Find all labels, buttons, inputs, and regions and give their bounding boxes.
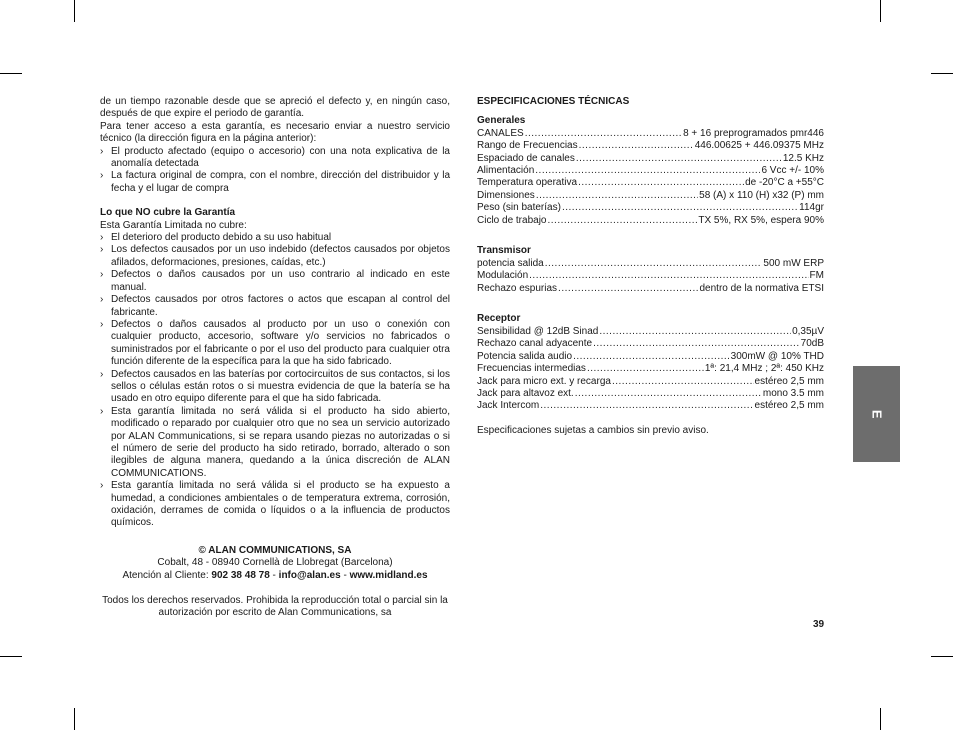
bullet-text: La factura original de compra, con el nombre, dirección del distribuidor y la fecha y el lugar de compra	[111, 170, 450, 194]
bullet-item	[100, 369, 450, 406]
crop-mark	[931, 73, 953, 74]
bullet-mark: ›	[100, 405, 104, 417]
dot-leader	[578, 177, 744, 189]
spec-row	[477, 128, 824, 140]
dot-leader	[536, 190, 698, 202]
spec-value: mono 3.5 mm	[762, 387, 824, 399]
bullet-text: Defectos causados por otros factores o actos que escapan al control del fabricante.	[111, 294, 450, 318]
spec-row	[477, 270, 824, 282]
spec-value: estéreo 2,5 mm	[754, 375, 824, 387]
spec-value: dentro de la normativa ETSI	[699, 282, 824, 294]
spec-groups	[477, 115, 824, 412]
spec-label: Potencia salida audio	[477, 350, 573, 362]
bullet-item	[100, 232, 450, 244]
spec-group-heading: Transmisor	[477, 245, 531, 257]
crop-mark	[0, 656, 22, 657]
spec-label: potencia salida	[477, 257, 544, 269]
group-spacer	[477, 295, 824, 307]
spec-value: 12.5 KHz	[782, 152, 824, 164]
company-footer	[100, 545, 450, 619]
bullet-mark: ›	[100, 244, 104, 256]
warranty-paragraph: de un tiempo razonable desde que se apreció el defecto y, en ningún caso, después de que expire el periodo de garantía.	[100, 96, 450, 120]
dot-leader	[547, 215, 697, 227]
spec-row	[477, 202, 824, 214]
spec-label: Rechazo canal adyacente	[477, 338, 593, 350]
spec-row	[477, 177, 824, 189]
exclusions-heading: Lo que NO cubre la Garantía	[100, 207, 236, 219]
bullet-mark: ›	[100, 480, 104, 492]
phone-number: 902 38 48 78	[211, 569, 270, 581]
bullet-item	[100, 406, 450, 480]
warranty-paragraph: Para tener acceso a esta garantía, es necesario enviar a nuestro servicio técnico (la dirección figura en la página anterior):	[100, 120, 450, 145]
spec-value: 500 mW ERP	[763, 257, 824, 269]
bullet-item	[100, 319, 450, 369]
spec-row	[477, 165, 824, 177]
spec-label: Ciclo de trabajo	[477, 214, 547, 226]
dot-leader	[529, 270, 808, 282]
bullet-text: El producto afectado (equipo o accesorio) con una nota explicativa de la anomalía detectada	[111, 145, 450, 170]
bullet-mark: ›	[100, 269, 104, 281]
website-link[interactable]: www.midland.es	[349, 569, 428, 581]
spec-label: Jack Intercom	[477, 400, 540, 412]
contact-label: Atención al Cliente:	[122, 569, 212, 581]
bullet-item	[100, 480, 450, 530]
spec-label: Jack para altavoz ext.	[477, 387, 574, 399]
bullet-text: El deterioro del producto debido a su uso habitual	[111, 232, 332, 244]
dot-leader	[573, 351, 730, 363]
bullet-text: Defectos causados en las baterías por cortocircuitos de sus contactos, si los sellos o células están rotos o si muestra evidencia de que la batería se ha usado en otro equipo diferente para el que ha sido fabricada.	[111, 368, 450, 405]
dot-leader	[558, 283, 698, 295]
language-tab-label: E	[869, 409, 885, 419]
page-number: 39	[813, 619, 825, 630]
spec-value: 114gr	[799, 202, 824, 214]
spec-row	[477, 153, 824, 165]
bullet-item	[100, 294, 450, 319]
dot-leader	[525, 128, 682, 140]
spec-value: 1ª: 21,4 MHz ; 2ª: 450 KHz	[704, 363, 824, 375]
bullet-mark: ›	[100, 294, 104, 306]
dot-leader	[593, 338, 800, 350]
warranty-column	[100, 96, 450, 530]
company-name: © ALAN COMMUNICATIONS, SA	[198, 545, 352, 556]
dot-leader	[540, 400, 753, 412]
specs-title: ESPECIFICACIONES TÉCNICAS	[477, 96, 630, 107]
dot-leader	[576, 153, 782, 165]
dot-leader	[599, 326, 791, 338]
separator: -	[269, 569, 279, 581]
crop-mark	[74, 708, 75, 730]
dot-leader	[575, 388, 762, 400]
bullet-item	[100, 244, 450, 269]
spec-label: Temperatura operativa	[477, 177, 578, 189]
spec-value: 446.00625 + 446.09375 MHz	[694, 140, 824, 152]
bullet-text: Defectos o daños causados por un uso contrario al indicado en este manual.	[111, 269, 450, 293]
specs-column	[477, 96, 824, 437]
crop-mark	[880, 0, 881, 22]
spec-label: Jack para micro ext. y recarga	[477, 375, 611, 387]
rights-notice: Todos los derechos reservados. Prohibida la reproducción total o parcial sin la autorización por escrito de Alan Communications, sa	[102, 594, 448, 619]
spec-value: TX 5%, RX 5%, espera 90%	[698, 214, 824, 226]
spec-label: CANALES	[477, 127, 524, 139]
bullet-mark: ›	[100, 232, 104, 244]
spec-row	[477, 376, 824, 388]
spec-value: 300mW @ 10% THD	[730, 350, 824, 362]
dot-leader	[545, 258, 763, 270]
crop-mark	[0, 73, 22, 74]
bullet-item	[100, 170, 450, 195]
dot-leader	[612, 376, 754, 388]
spec-label: Alimentación	[477, 165, 535, 177]
group-spacer	[477, 227, 824, 239]
spec-value: de -20°C a +55°C	[745, 177, 824, 189]
spec-row	[477, 338, 824, 350]
spec-row	[477, 388, 824, 400]
spec-value: estéreo 2,5 mm	[754, 400, 824, 412]
spec-value: FM	[809, 270, 824, 282]
language-tab	[853, 366, 900, 462]
customer-service-line	[100, 570, 450, 582]
company-address: Cobalt, 48 - 08940 Cornellà de Llobregat (Barcelona)	[157, 557, 393, 569]
spec-label: Frecuencias intermedias	[477, 363, 586, 375]
spec-row	[477, 351, 824, 363]
spec-label: Espaciado de canales	[477, 152, 575, 164]
specs-note: Especificaciones sujetas a cambios sin previo aviso.	[477, 424, 709, 436]
spec-value: 58 (A) x 110 (H) x32 (P) mm	[699, 189, 824, 201]
crop-mark	[880, 708, 881, 730]
bullet-mark: ›	[100, 318, 104, 330]
bullet-mark: ›	[100, 170, 104, 182]
exclusions-intro: Esta Garantía Limitada no cubre:	[100, 219, 247, 231]
spec-row	[477, 363, 824, 375]
separator: -	[340, 569, 350, 581]
bullet-item	[100, 269, 450, 294]
bullet-text: Esta garantía limitada no será válida si el producto ha sido abierto, modificado o reparado por cualquier otro que no sea un servicio autorizado por ALAN Communications, si se repara usando piezas no autorizadas o si el número de serie del producto ha sido retirado, borrado, alterado o son ilegibles de alguna manera, quedando a la única discreción de ALAN COMMUNICATIONS.	[111, 405, 450, 479]
spec-row	[477, 258, 824, 270]
spec-row	[477, 326, 824, 338]
dot-leader	[562, 202, 798, 214]
spec-value: 8 + 16 preprogramados pmr446	[683, 127, 824, 139]
spec-value: 6 Vcc +/- 10%	[761, 165, 824, 177]
dot-leader	[579, 140, 694, 152]
dot-leader	[587, 363, 704, 375]
crop-mark	[74, 0, 75, 22]
bullet-text: Esta garantía limitada no será válida si el producto se ha expuesto a humedad, a condiciones ambientales o de temperatura extrema, corrosión, oxidación, derrames de comida o líquidos o a la influencia de productos químicos.	[111, 480, 450, 529]
spec-label: Dimensiones	[477, 189, 535, 201]
bullet-text: Los defectos causados por un uso indebido (defectos causados por objetos afilados, deformaciones, presiones, caídas, etc.)	[111, 244, 450, 268]
dot-leader	[535, 165, 760, 177]
spec-group-heading: Generales	[477, 115, 526, 127]
crop-mark	[931, 656, 953, 657]
spec-label: Peso (sin baterías)	[477, 202, 561, 214]
spec-label: Rechazo espurias	[477, 282, 558, 294]
bullet-item	[100, 146, 450, 171]
bullet-mark: ›	[100, 368, 104, 380]
spec-row	[477, 190, 824, 202]
spec-label: Modulación	[477, 270, 529, 282]
bullet-mark: ›	[100, 145, 104, 157]
spec-label: Sensibilidad @ 12dB Sinad	[477, 325, 599, 337]
spec-row	[477, 400, 824, 412]
spec-group-heading: Receptor	[477, 313, 521, 325]
spec-value: 0,35µV	[792, 325, 824, 337]
spec-row	[477, 283, 824, 295]
spec-row	[477, 140, 824, 152]
email-link[interactable]: info@alan.es	[278, 569, 341, 581]
spec-row	[477, 215, 824, 227]
spec-label: Rango de Frecuencias	[477, 140, 578, 152]
bullet-text: Defectos o daños causados al producto por un uso o conexión con cualquier producto, accesorio, software y/o servicios no fabricados o suministrados por el fabricante o por el uso del producto para cualquier otra función diferente de la específica para la que ha sido fabricado.	[111, 318, 450, 368]
spec-value: 70dB	[800, 338, 824, 350]
